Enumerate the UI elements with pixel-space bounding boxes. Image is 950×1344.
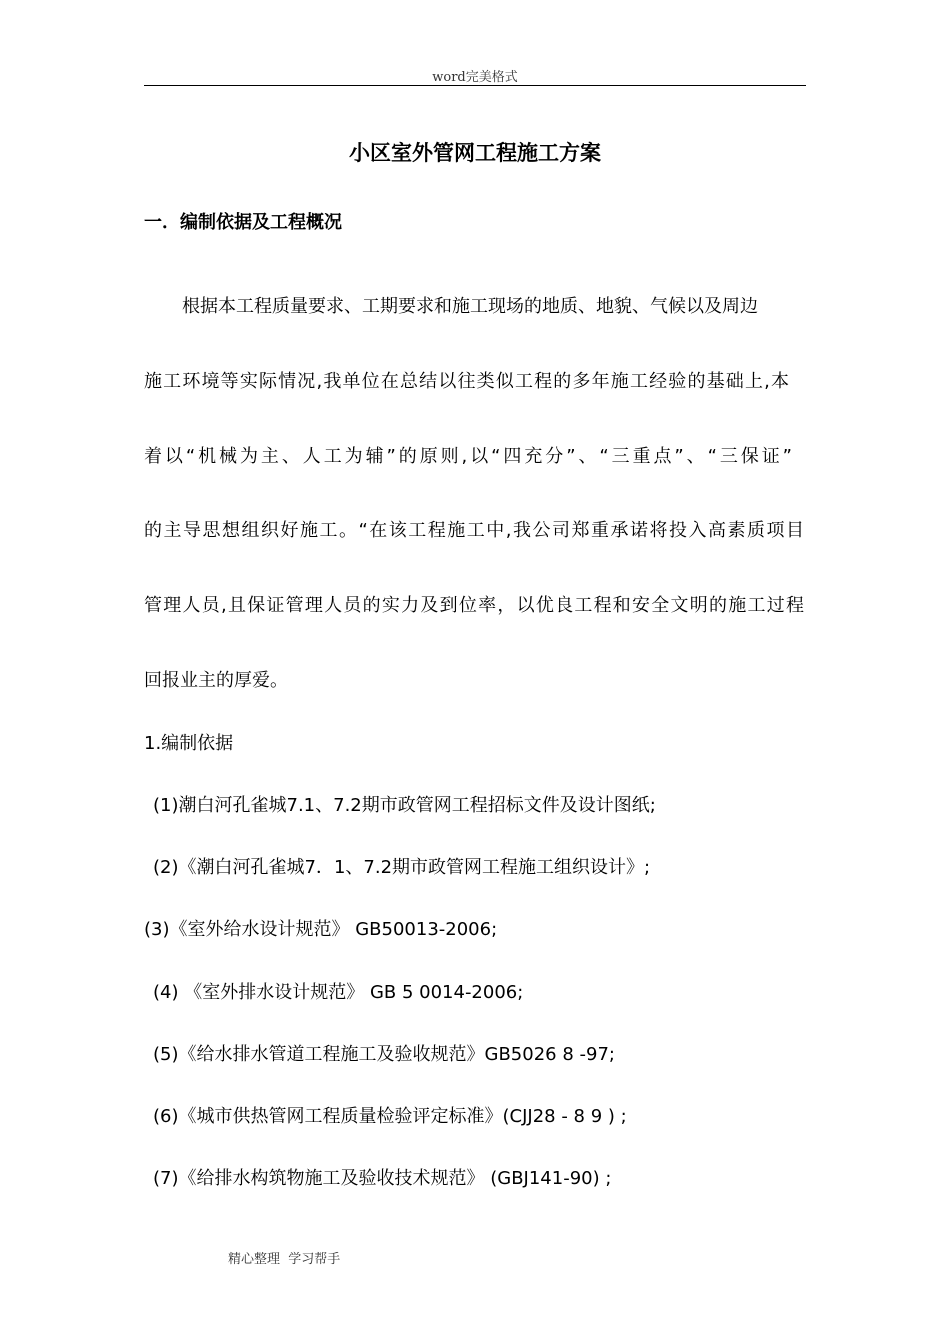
paragraph-line: 管理人员,且保证管理人员的实力及到位率，以优良工程和安全文明的施工过程 [144,595,804,616]
paragraph-line: 着以“机械为主、人工为辅”的原则,以“四充分”、“三重点”、“三保证” [144,446,792,467]
list-item: (4) 《室外排水设计规范》 GB 5 0014-2006; [153,982,524,1003]
header-divider [144,85,806,86]
section-heading: 一．编制依据及工程概况 [144,212,342,233]
list-item: (2)《潮白河孔雀城7．1、7.2期市政管网工程施工组织设计》; [153,857,651,878]
subsection-heading: 1.编制依据 [144,733,234,754]
document-title: 小区室外管网工程施工方案 [349,141,601,165]
paragraph-line: 施工环境等实际情况,我单位在总结以往类似工程的多年施工经验的基础上,本 [144,371,789,392]
list-item: (5)《给水排水管道工程施工及验收规范》GB5026 8 -97; [153,1044,615,1065]
header-text: word完美格式 [432,70,518,85]
paragraph-line: 的主导思想组织好施工。“在该工程施工中,我公司郑重承诺将投入高素质项目 [144,520,804,541]
paragraph-line: 根据本工程质量要求、工期要求和施工现场的地质、地貌、气候以及周边 [182,296,758,317]
list-item: (7)《给排水构筑物施工及验收技术规范》 (GBJ141-90) ; [153,1168,612,1189]
list-item: (1)潮白河孔雀城7.1、7.2期市政管网工程招标文件及设计图纸; [153,795,656,816]
paragraph-line: 回报业主的厚爱。 [144,670,288,691]
list-item: (3)《室外给水设计规范》 GB50013-2006; [144,919,498,940]
page-footer: 精心整理 学习帮手 [228,1252,341,1267]
list-item: (6)《城市供热管网工程质量检验评定标准》(CJJ28 - 8 9 ) ; [153,1106,627,1127]
